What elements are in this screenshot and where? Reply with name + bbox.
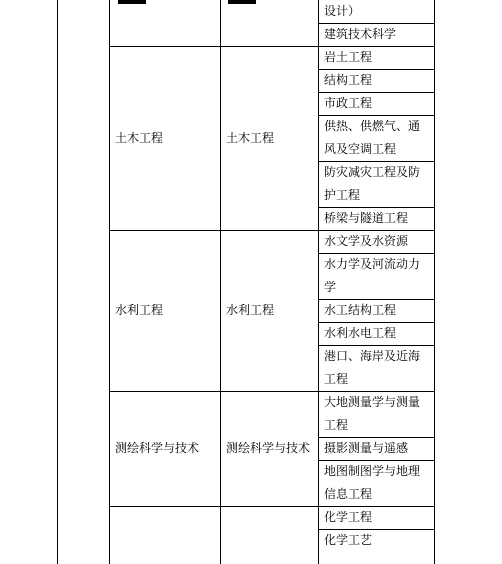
sub-discipline-text: 供热、供燃气、通 [324, 119, 421, 133]
sub-discipline-text: 化学工程 [324, 510, 373, 524]
sub-discipline-text: 水工结构工程 [324, 303, 397, 317]
table-border-left [57, 0, 58, 564]
clipped-text-fragment [118, 0, 146, 4]
sub-discipline-text: 水利水电工程 [324, 326, 397, 340]
table-border-right [434, 0, 435, 564]
discipline-label: 测绘科学与技术 [115, 441, 200, 455]
sub-discipline-text: 桥梁与隧道工程 [324, 211, 409, 225]
sub-discipline-text: 设计） [324, 4, 361, 18]
discipline-label: 土木工程 [115, 130, 164, 145]
column-divider [109, 0, 110, 564]
clipped-text-fragment [228, 0, 256, 4]
sub-discipline-text: 护工程 [324, 188, 361, 202]
major-label: 测绘科学与技术 [226, 441, 311, 455]
sub-discipline-text: 港口、海岸及近海 [324, 349, 421, 363]
sub-discipline-text: 结构工程 [324, 73, 373, 87]
sub-discipline-text: 水力学及河流动力 [324, 257, 421, 271]
sub-discipline-text: 风及空调工程 [324, 142, 397, 156]
sub-discipline-text: 学 [324, 280, 337, 294]
sub-discipline-text: 岩土工程 [324, 50, 373, 64]
sub-discipline-text: 摄影测量与遥感 [324, 441, 409, 455]
group-divider [109, 46, 435, 47]
sub-discipline-text: 信息工程 [324, 487, 373, 501]
sub-discipline-text: 建筑技术科学 [324, 27, 397, 41]
column-divider [318, 0, 319, 564]
sub-discipline-text: 市政工程 [324, 96, 373, 110]
major-label: 水利工程 [226, 303, 275, 317]
major-label: 土木工程 [226, 130, 275, 145]
sub-discipline-text: 地图制图学与地理 [324, 464, 421, 478]
sub-discipline-text: 工程 [324, 372, 349, 386]
discipline-label: 水利工程 [115, 303, 164, 317]
sub-discipline-text: 化学工艺 [324, 533, 373, 547]
sub-discipline-text: 水文学及水资源 [324, 234, 409, 248]
group-divider [109, 506, 435, 507]
sub-discipline-text: 工程 [324, 418, 349, 432]
sub-discipline-text: 防灾减灾工程及防 [324, 165, 421, 179]
sub-discipline-text: 大地测量学与测量 [324, 395, 421, 409]
column-divider [220, 0, 221, 564]
